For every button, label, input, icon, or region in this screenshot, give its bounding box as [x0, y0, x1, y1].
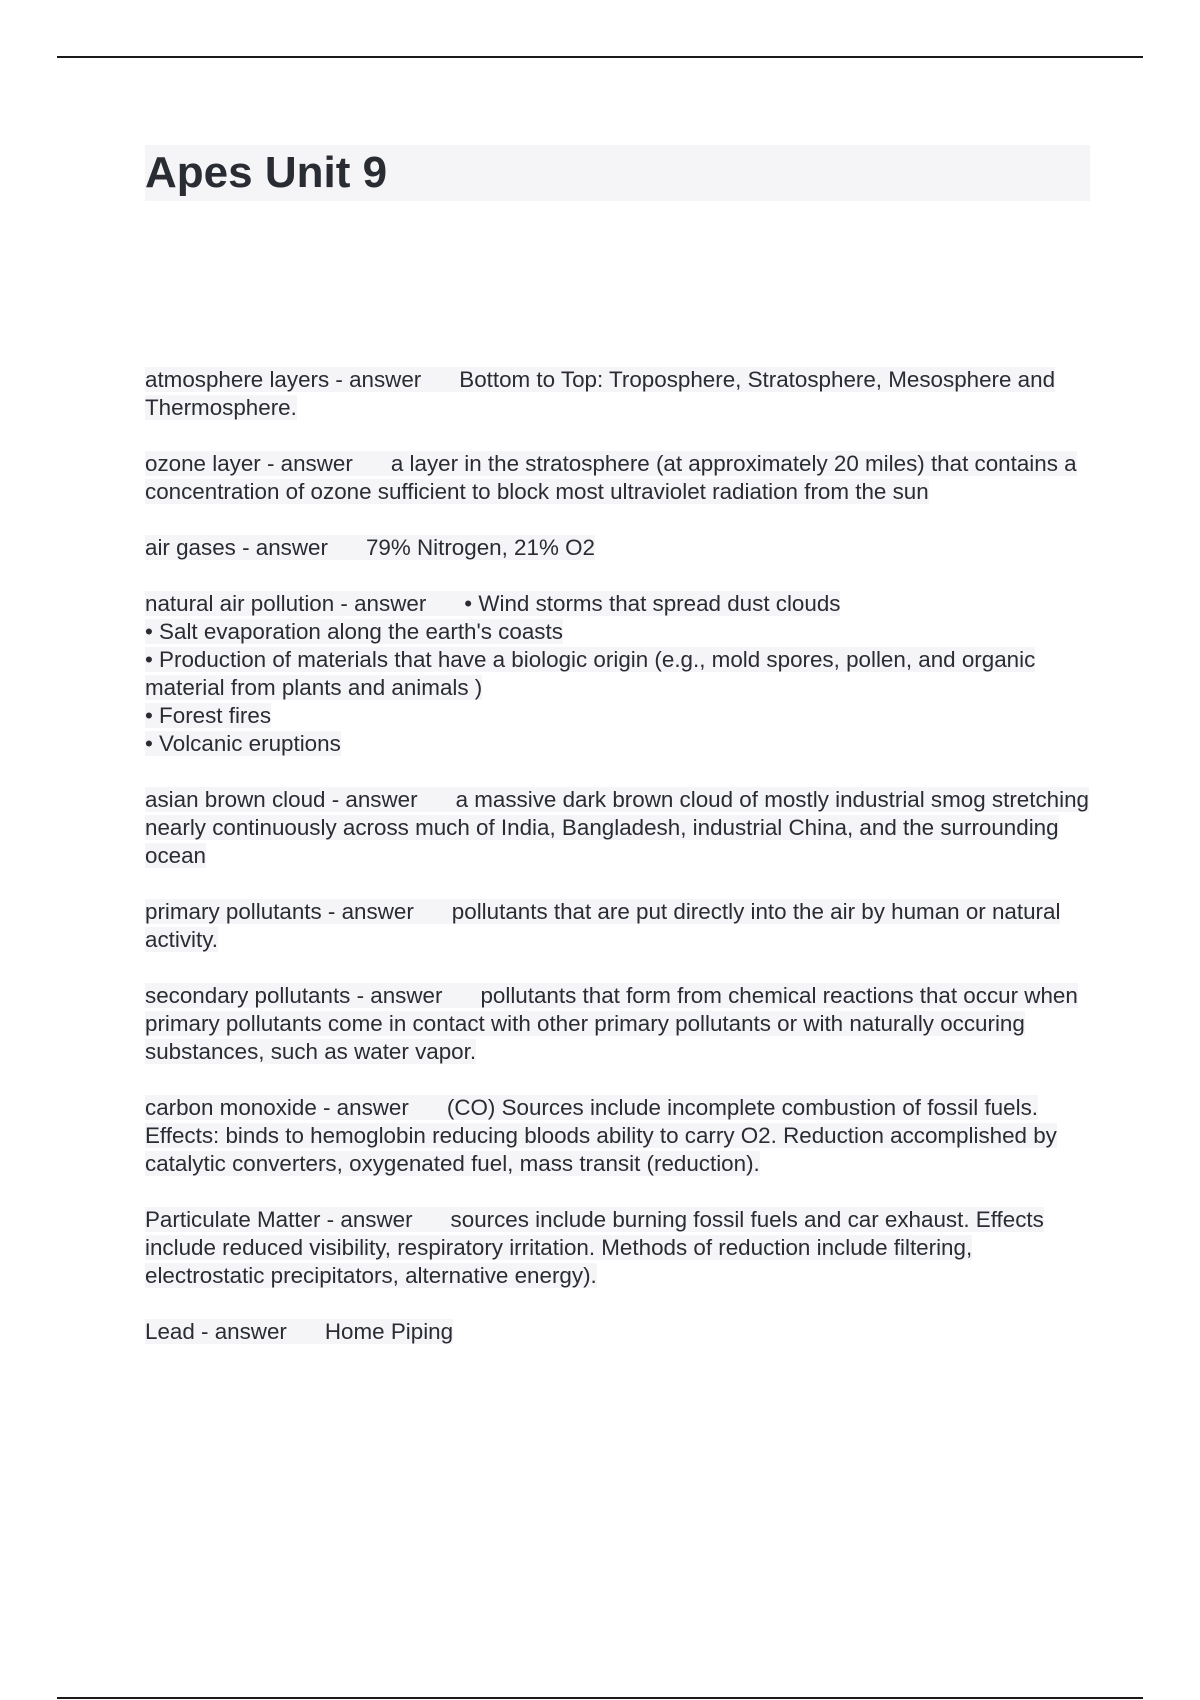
entry-definition: 79% Nitrogen, 21% O2 — [365, 535, 595, 560]
list-item: • Volcanic eruptions — [145, 731, 341, 756]
entry-definition: (CO) Sources include incomplete combustion of fossil fuels. Effects: binds to hemoglobin reducing bloods ability to carry O2. Reduction accomplished by catalytic converters, oxygenated fuel, mass transit (reduction). — [145, 1095, 1057, 1176]
entry-secondary-pollutants — [145, 982, 1090, 1066]
entry-term: Lead - answer — [145, 1319, 287, 1344]
entry-air-gases — [145, 534, 1090, 562]
entry-definition: a massive dark brown cloud of mostly industrial smog stretching nearly continuously across much of India, Bangladesh, industrial China, and the surrounding ocean — [145, 787, 1089, 868]
bottom-rule — [57, 1697, 1143, 1699]
entry-term: Particulate Matter - answer — [145, 1207, 413, 1232]
entry-list — [145, 366, 1090, 1346]
entry-term: asian brown cloud - answer — [145, 787, 418, 812]
entry-term: natural air pollution - answer — [145, 591, 427, 616]
entry-definition: Bottom to Top: Troposphere, Stratosphere, Mesosphere and Thermosphere. — [145, 367, 1056, 420]
entry-lead — [145, 1318, 1090, 1346]
document-title: Apes Unit 9 — [145, 145, 1090, 201]
entry-definition: • Wind storms that spread dust clouds — [464, 591, 841, 616]
entry-definition: pollutants that are put directly into the air by human or natural activity. — [145, 899, 1061, 952]
entry-term: ozone layer - answer — [145, 451, 353, 476]
entry-natural-air-pollution — [145, 590, 1090, 758]
entry-term: secondary pollutants - answer — [145, 983, 443, 1008]
entry-atmosphere-layers — [145, 366, 1090, 422]
entry-definition: a layer in the stratosphere (at approximately 20 miles) that contains a concentration of ozone sufficient to block most ultraviolet radiation from the sun — [145, 451, 1077, 504]
list-item: • Production of materials that have a biologic origin (e.g., mold spores, pollen, and organic material from plants and animals ) — [145, 647, 1036, 700]
top-rule — [57, 56, 1143, 58]
list-item: • Forest fires — [145, 703, 272, 728]
entry-carbon-monoxide — [145, 1094, 1090, 1178]
entry-definition: Home Piping — [324, 1319, 454, 1344]
entry-definition: pollutants that form from chemical reactions that occur when primary pollutants come in contact with other primary pollutants or with naturally occuring substances, such as water vapor. — [145, 983, 1078, 1064]
document-body — [145, 145, 1090, 1374]
entry-term: carbon monoxide - answer — [145, 1095, 409, 1120]
entry-term: primary pollutants - answer — [145, 899, 414, 924]
entry-term: air gases - answer — [145, 535, 328, 560]
entry-primary-pollutants — [145, 898, 1090, 954]
entry-ozone-layer — [145, 450, 1090, 506]
entry-definition: sources include burning fossil fuels and car exhaust. Effects include reduced visibility, respiratory irritation. Methods of reduction include filtering, electrostatic precipitators, alternative energy). — [145, 1207, 1044, 1288]
entry-term: atmosphere layers - answer — [145, 367, 422, 392]
entry-particulate-matter — [145, 1206, 1090, 1290]
list-item: • Salt evaporation along the earth's coasts — [145, 619, 563, 644]
entry-asian-brown-cloud — [145, 786, 1090, 870]
